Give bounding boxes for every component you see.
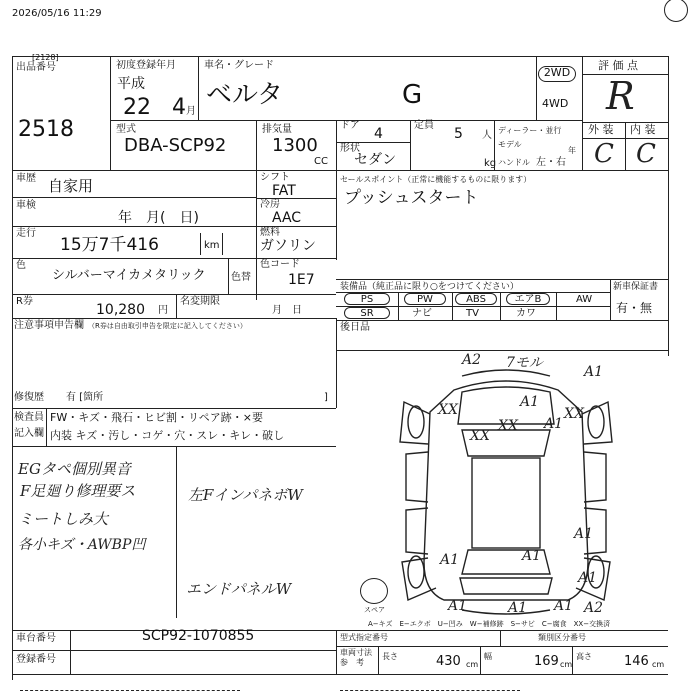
mark-molding: 7モル <box>506 355 543 371</box>
mark-a1-center: A1 <box>544 416 564 432</box>
grade: G <box>402 80 423 110</box>
capacity-label: 定員 <box>414 120 434 131</box>
recycle-fee: 10,280 <box>96 302 145 318</box>
mark-xx-windshield: XX <box>498 418 518 434</box>
body-type: セダン <box>354 152 397 168</box>
inspect-row-1: FW・キズ・飛石・ヒビ割・リペア跡・×要 <box>50 411 263 424</box>
handle-label: ハンドル <box>498 158 530 167</box>
capacity-value: 5 <box>454 126 463 142</box>
width-unit: cm <box>560 660 573 669</box>
exterior-grade: C <box>594 139 614 169</box>
reg-year: 22 <box>123 95 151 120</box>
exterior-label: 外 装 <box>588 123 614 136</box>
notes-label: 注意事項申告欄 <box>14 320 84 331</box>
mark-a1-right-mid: A1 <box>574 526 594 542</box>
inspector-label-2: 記入欄 <box>14 428 44 439</box>
mark-a2-top: A2 <box>462 352 482 368</box>
mark-a2-bottom: A2 <box>584 600 604 616</box>
warranty-label: 新車保証書 <box>613 282 659 292</box>
ac-value: AAC <box>272 210 302 226</box>
mark-xx-right: XX <box>564 406 584 422</box>
displacement-label: 排気量 <box>262 124 292 135</box>
year-unit: 年 <box>568 146 576 155</box>
length-value: 430 <box>436 654 461 669</box>
equip-pw: PW <box>404 293 446 305</box>
body-label: 形状 <box>340 143 360 154</box>
lot-number: 2518 <box>18 117 74 142</box>
inspector-label-1: 検査員 <box>14 412 44 423</box>
category-label: 類別区分番号 <box>538 633 586 642</box>
height-value: 146 <box>624 654 649 669</box>
equip-leather: カワ <box>516 308 536 319</box>
equip-tv: TV <box>466 308 479 319</box>
color-code-label: 色コード <box>260 259 300 270</box>
color-value: シルバーマイカメタリック <box>52 268 206 283</box>
lot-code: [2128] <box>32 53 59 62</box>
inspection-value: 年 月( 日) <box>118 210 199 226</box>
mark-a1-right-top: A1 <box>584 364 604 380</box>
type-designation-label: 型式指定番号 <box>340 633 388 642</box>
name-change-date: 月 日 <box>272 305 302 316</box>
reg-label: 初度登録年月 <box>116 60 176 71</box>
color-code: 1E7 <box>288 272 315 288</box>
spare-label: スペア <box>364 606 385 614</box>
width-value: 169 <box>534 654 559 669</box>
interior-label: 内 装 <box>630 123 656 136</box>
damage-legend: A−キズ E−エクボ U−凹み W−補修跡 S−サビ C−腐食 XX−交換済 <box>368 620 611 628</box>
mark-a1-bumper-left: A1 <box>448 598 468 614</box>
fuel-value: ガソリン <box>260 238 316 254</box>
handnote-2: F足廻り修理要ス <box>20 482 136 500</box>
recycle-label: R券 <box>16 296 33 307</box>
fuel-label: 燃料 <box>260 227 280 238</box>
equip-airbag: エアB <box>506 293 550 305</box>
mark-a1-rear-window: A1 <box>522 548 542 564</box>
equip-abs: ABS <box>455 293 497 305</box>
equip-navi: ナビ <box>412 308 432 319</box>
chassis-value: SCP92-1070855 <box>142 628 255 644</box>
handnote-right-2: エンドパネルW <box>186 580 292 598</box>
drive-2wd: 2WD <box>538 66 576 82</box>
warranty-value: 有・無 <box>616 301 653 315</box>
handnote-1: EGタペ個別異音 <box>18 460 131 478</box>
reg-month: 4 <box>172 95 186 120</box>
handle-value: 左・右 <box>536 157 566 168</box>
handnote-right-1: 左FインパネボW <box>188 486 303 504</box>
capacity-unit: 人 <box>482 130 492 141</box>
reg-number-label: 登録番号 <box>16 654 56 665</box>
mark-a1-right-rear: A1 <box>578 570 598 586</box>
length-unit: cm <box>466 660 479 669</box>
mark-a1-left-rear: A1 <box>440 552 460 568</box>
mileage-label: 走行 <box>16 228 36 239</box>
interior-grade: C <box>636 139 656 169</box>
shift-value: FAT <box>272 183 296 199</box>
repair-value: 有 [箇所 <box>66 392 104 403</box>
name-label: 車名・グレード <box>204 60 274 71</box>
history-label: 車歴 <box>16 173 36 184</box>
equip-aw: AW <box>576 294 593 305</box>
mark-xx-left-2: XX <box>470 428 490 444</box>
cc-unit: CC <box>314 156 328 167</box>
mark-a1-hood: A1 <box>520 394 540 410</box>
handnote-3: ミートしみ大 <box>18 510 109 528</box>
equip-ps: PS <box>344 293 390 305</box>
km-unit: km <box>204 240 220 251</box>
inspect-row-2: 内装 キズ・汚し・コゲ・穴・スレ・キレ・破し <box>50 429 285 442</box>
car-name: ベルタ <box>206 80 283 110</box>
dealer-label: ディーラー・並行 <box>498 126 562 135</box>
kg-unit: kg <box>484 158 497 169</box>
era: 平成 <box>117 76 145 92</box>
ac-label: 冷房 <box>260 199 280 210</box>
doors-label: ドア <box>340 120 360 131</box>
lot-label: 出品番号 <box>16 62 56 73</box>
shift-label: シフト <box>260 172 290 183</box>
rating-value: R <box>606 74 635 118</box>
length-label: 長さ <box>382 652 398 661</box>
mark-a1-bumper-center: A1 <box>508 600 528 616</box>
corner-circle <box>664 0 688 22</box>
timestamp: 2026/05/16 11:29 <box>12 8 102 19</box>
equip-label: 装備品（純正品に限り○をつけてください） <box>340 282 519 292</box>
ref-label: 参 考 <box>340 658 364 667</box>
model-year-label: モデル <box>498 140 522 149</box>
mark-xx-left: XX <box>438 402 458 418</box>
equip-sr: SR <box>344 307 390 319</box>
month-unit: 月 <box>186 106 196 117</box>
notes-small: （R券は自由取引申告を限定に記入してください） <box>88 322 247 330</box>
model-value: DBA-SCP92 <box>124 135 227 156</box>
model-label: 型式 <box>116 124 136 135</box>
width-label: 幅 <box>484 652 492 661</box>
yen-unit: 円 <box>158 305 168 316</box>
doors-value: 4 <box>374 126 383 142</box>
color-label: 色 <box>16 260 26 271</box>
height-label: 高さ <box>576 652 592 661</box>
mark-a1-bumper-right: A1 <box>554 598 574 614</box>
inspection-label: 車検 <box>16 200 36 211</box>
sales-point-label: セールスポイント（正常に機能するものに限ります） <box>340 175 532 184</box>
recolor-label: 色替 <box>231 272 251 283</box>
sales-point: プッシュスタート <box>344 188 479 208</box>
spare-tire-icon <box>360 578 388 604</box>
handnote-4: 各小キズ・AWBP凹 <box>18 537 146 553</box>
name-change-label: 名変期限 <box>180 296 220 307</box>
after-items-label: 後日品 <box>340 322 370 333</box>
dims-label: 車両寸法 <box>340 648 372 657</box>
drive-4wd: 4WD <box>542 97 569 110</box>
rating-label: 評 価 点 <box>598 59 638 72</box>
displacement-value: 1300 <box>272 135 318 156</box>
mileage-value: 15万7千416 <box>60 235 159 255</box>
height-unit: cm <box>652 660 665 669</box>
chassis-label: 車台番号 <box>16 633 56 644</box>
history-value: 自家用 <box>48 177 94 195</box>
repair-label: 修復歴 <box>14 392 44 403</box>
